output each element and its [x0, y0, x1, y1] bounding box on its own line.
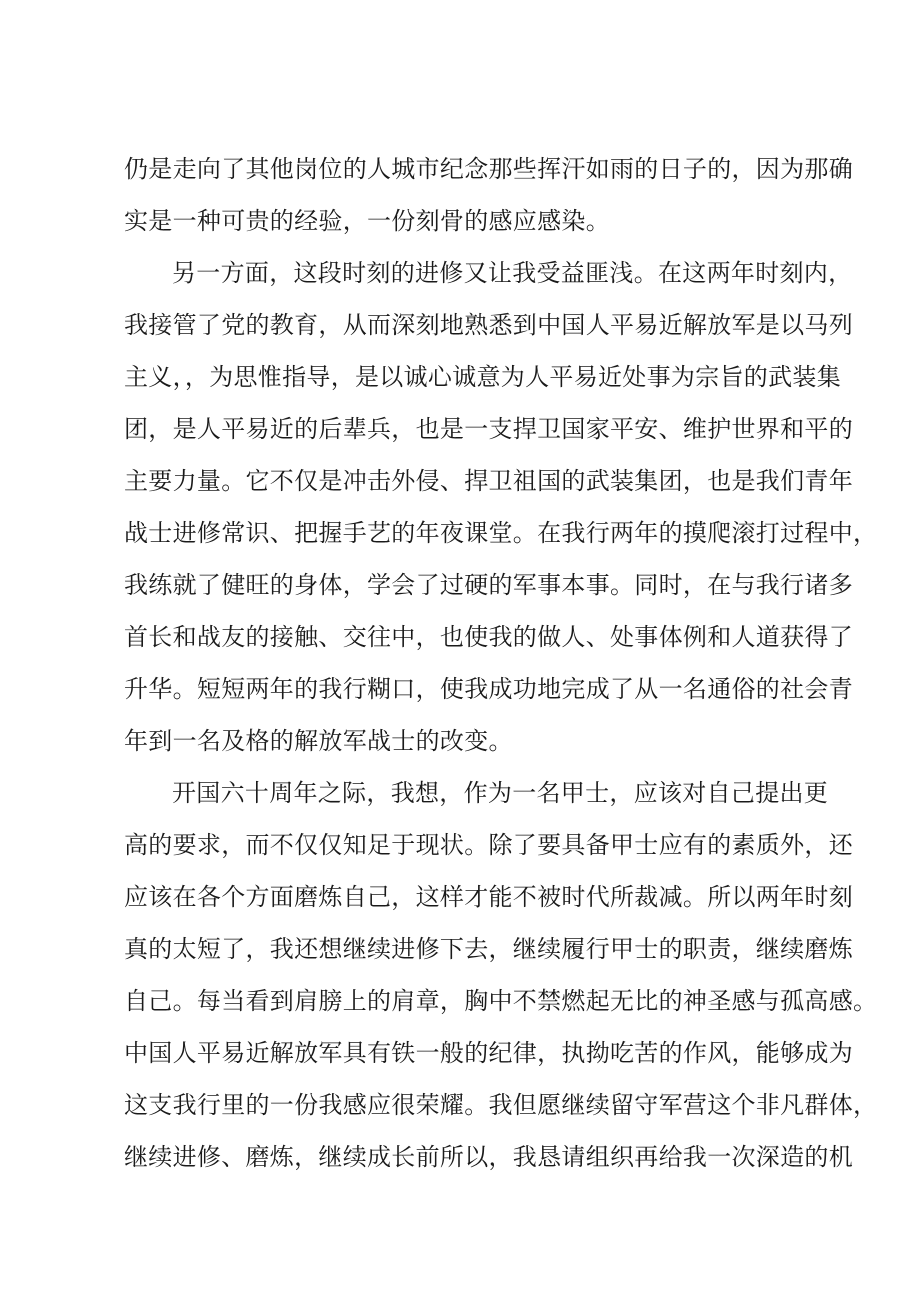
text-line: 主要力量。它不仅是冲击外侵、捍卫祖国的武装集团，也是我们青年	[124, 467, 853, 495]
text-line: 继续进修、磨炼，继续成长前所以，我恳请组织再给我一次深造的机	[124, 1143, 853, 1171]
text-line: 主义，，为思惟指导，是以诚心诚意为人平易近处事为宗旨的武装集	[124, 363, 841, 391]
document-body	[124, 143, 878, 1183]
text-line: 我接管了党的教育，从而深刻地熟悉到中国人平易近解放军是以马列	[124, 311, 853, 339]
text-line: 这支我行里的一份我感应很荣耀。我但愿继续留守军营这个非凡群体，	[124, 1091, 878, 1119]
text-line: 真的太短了，我还想继续进修下去，继续履行甲士的职责，继续磨炼	[124, 935, 853, 963]
text-line: 升华。短短两年的我行糊口，使我成功地完成了从一名通俗的社会青	[124, 675, 853, 703]
text-line: 自己。每当看到肩膀上的肩章，胸中不禁燃起无比的神圣感与孤高感。	[124, 987, 878, 1015]
text-line: 团，是人平易近的后辈兵，也是一支捍卫国家平安、维护世界和平的	[124, 415, 853, 443]
text-line: 仍是走向了其他岗位的人城市纪念那些挥汗如雨的日子的，因为那确	[124, 155, 853, 183]
paragraph-first-line: 开国六十周年之际，我想，作为一名甲士，应该对自己提出更	[172, 779, 829, 807]
text-line: 年到一名及格的解放军战士的改变。	[124, 727, 513, 755]
text-line: 实是一种可贵的经验，一份刻骨的感应感染。	[124, 207, 610, 235]
text-line: 应该在各个方面磨炼自己，这样才能不被时代所裁减。所以两年时刻	[124, 883, 853, 911]
paragraph-first-line: 另一方面，这段时刻的进修又让我受益匪浅。在这两年时刻内，	[172, 259, 853, 287]
text-line: 高的要求，而不仅仅知足于现状。除了要具备甲士应有的素质外，还	[124, 831, 853, 859]
text-line: 首长和战友的接触、交往中，也使我的做人、处事体例和人道获得了	[124, 623, 853, 651]
text-line: 中国人平易近解放军具有铁一般的纪律，执拗吃苦的作风，能够成为	[124, 1039, 853, 1067]
text-line: 战士进修常识、把握手艺的年夜课堂。在我行两年的摸爬滚打过程中，	[124, 519, 878, 547]
text-line: 我练就了健旺的身体，学会了过硬的军事本事。同时，在与我行诸多	[124, 571, 853, 599]
